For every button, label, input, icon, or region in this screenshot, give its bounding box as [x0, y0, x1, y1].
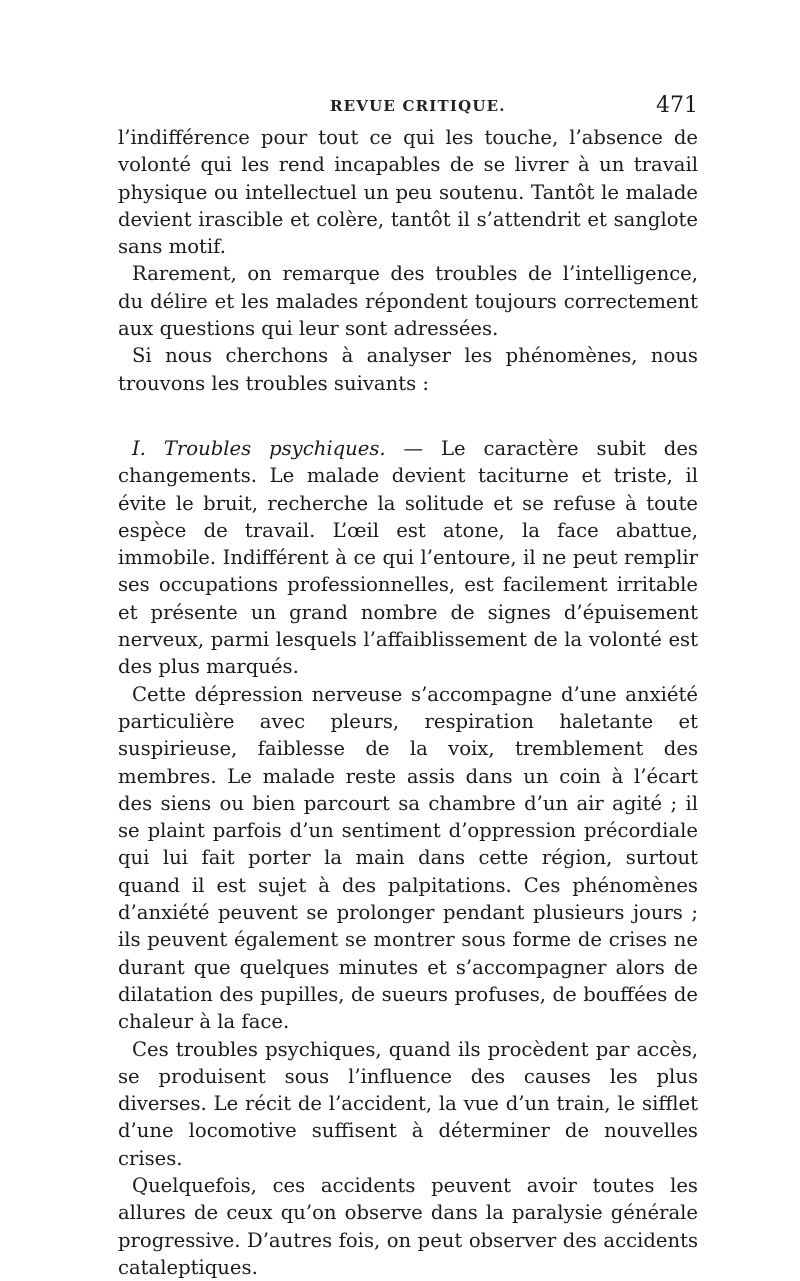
paragraph: Quelquefois, ces accidents peuvent avoir toutes les allures de ceux qu’on observe dans la paralysie générale progressive. D’autres fois, on peut observer des accidents cataleptiques.	[118, 1173, 698, 1279]
page-header	[118, 93, 698, 123]
paragraph: Rarement, on remarque des troubles de l’intelligence, du délire et les malades répondent toujours correctement aux questions qui leur sont adressées.	[118, 262, 698, 341]
section-lead-text: Le caractère subit des changements. Le malade devient taciturne et triste, il évite le bruit, recherche la solitude et se refuse à toute espèce de travail. L’œil est atone, la face abattue, immobile. Indifférent à ce qui l’entoure, il ne peut remplir ses occupations professionnelles, est facilement irritable et présente un grand nombre de signes d’épuisement nerveux, parmi lesquels l’affaiblissement de la volonté est des plus marqués.	[118, 436, 698, 679]
section-title: I. Troubles psychiques.	[132, 436, 386, 460]
section-dash: —	[385, 436, 442, 460]
paragraph: Cette dépression nerveuse s’accompagne d’une anxiété particulière avec pleurs, respiration haletante et suspirieuse, faiblesse de la voix, tremblement des membres. Le malade reste assis dans un coin à l’écart des siens ou bien parcourt sa chambre d’un air agité ; il se plaint parfois d’un sentiment d’oppression précordiale qui lui fait porter la main dans cette région, surtout quand il est sujet à des palpitations. Ces phénomènes d’anxiété peuvent se prolonger pendant plusieurs jours ; ils peuvent également se montrer sous forme de crises ne durant que quelques minutes et s’accompagner alors de dilatation des pupilles, de sueurs profuses, de bouffées de chaleur à la face.	[118, 682, 698, 1034]
running-title: REVUE CRITIQUE.	[330, 97, 506, 115]
body-text	[118, 124, 698, 1281]
section-paragraph	[118, 435, 698, 681]
paragraph: Ces troubles psychiques, quand ils procèdent par accès, se produisent sous l’influence des causes les plus diverses. Le récit de l’accident, la vue d’un train, le sifflet d’une locomotive suffisent à déterminer de nouvelles crises.	[118, 1037, 698, 1170]
paragraph-continuation: l’indifférence pour tout ce qui les touche, l’absence de volonté qui les rend incapables de se livrer à un travail physique ou intellectuel un peu soutenu. Tantôt le malade devient irascible et colère, tantôt il s’attendrit et sanglote sans motif.	[118, 126, 698, 259]
page-number: 471	[656, 93, 698, 118]
paragraph: Si nous cherchons à analyser les phénomènes, nous trouvons les troubles suivants :	[118, 344, 698, 395]
